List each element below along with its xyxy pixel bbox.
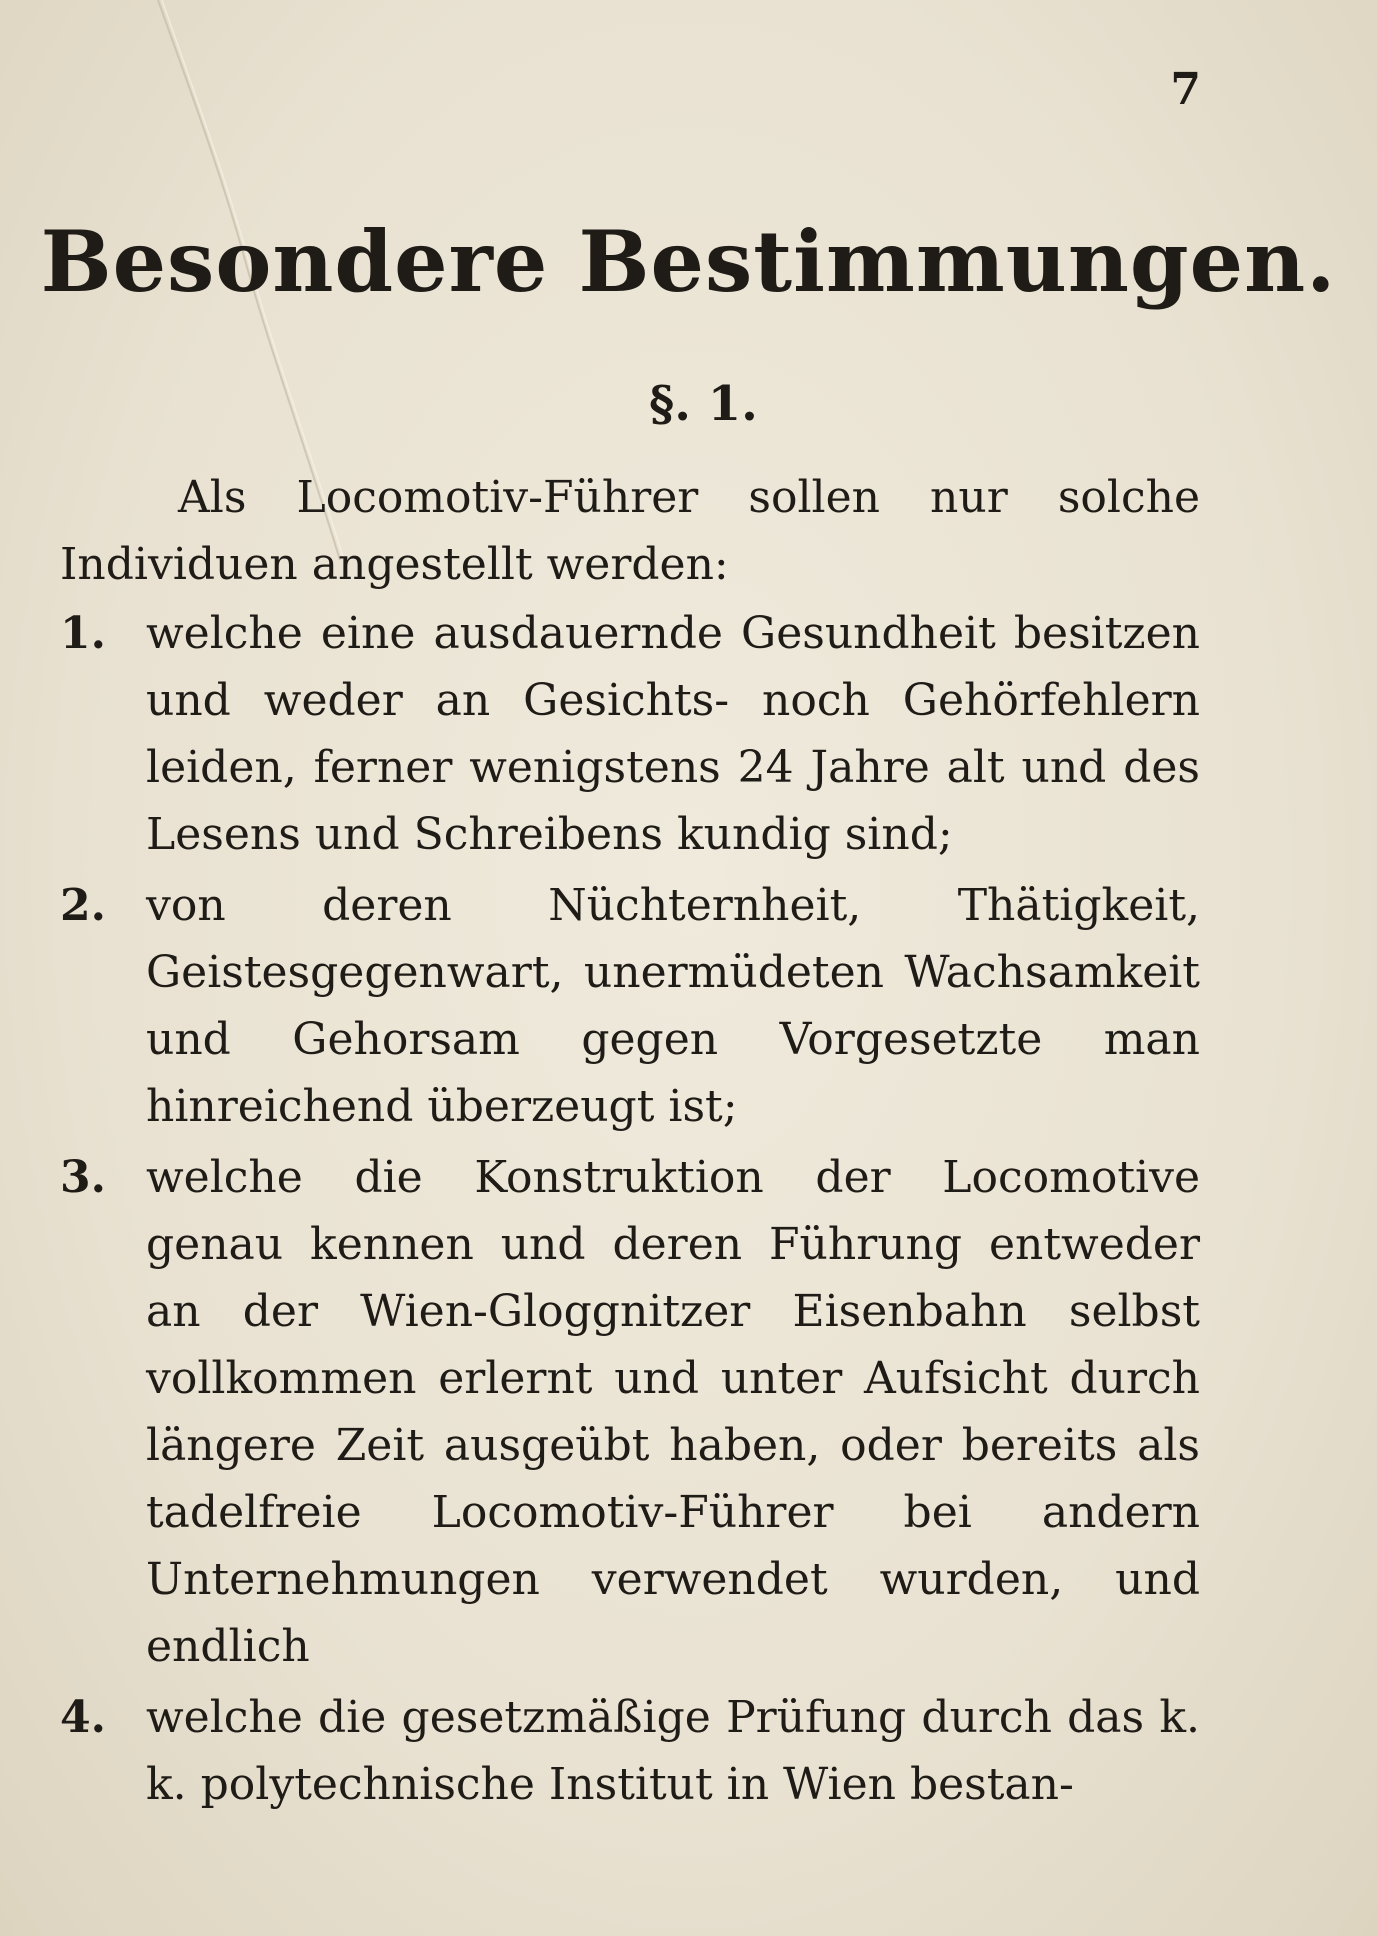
item-text: welche eine ausdauernde Gesundheit besitzen und weder an Gesichts- noch Gehörfehlern leiden, ferner wenigstens 24 Jahre alt und des Lesens und Schreibens kundig sind; (146, 608, 1200, 860)
item-number: 4. (60, 1692, 106, 1743)
list-item (60, 872, 1200, 1140)
item-text: welche die Konstruktion der Locomotive genau kennen und deren Führung entweder an der Wien-Gloggnitzer Eisenbahn selbst vollkommen erlernt und unter Aufsicht durch längere Zeit ausgeübt haben, oder bereits als tadelfreie Locomotiv-Führer bei andern Unternehmungen verwendet wurden, und endlich (146, 1152, 1200, 1672)
page-number: 7 (1170, 64, 1201, 115)
page-heading: Besondere Bestimmungen. (40, 212, 1337, 311)
item-text: welche die gesetzmäßige Prüfung durch das k. k. polytechnische Institut in Wien bestan- (146, 1692, 1200, 1810)
requirements-list (60, 600, 1200, 1818)
item-number: 2. (60, 880, 106, 931)
item-number: 3. (60, 1152, 106, 1203)
intro-paragraph: Als Locomotiv-Führer sollen nur solche Individuen angestellt werden: (60, 472, 1200, 590)
item-text: von deren Nüchternheit, Thätigkeit, Geistesgegenwart, unermüdeten Wachsamkeit und Gehorsam gegen Vorgesetzte man hinreichend überzeugt ist; (146, 880, 1200, 1132)
list-item (60, 1144, 1200, 1680)
section-number: §. 1. (649, 376, 758, 432)
list-item (60, 1684, 1200, 1818)
item-number: 1. (60, 608, 106, 659)
list-item (60, 600, 1200, 868)
